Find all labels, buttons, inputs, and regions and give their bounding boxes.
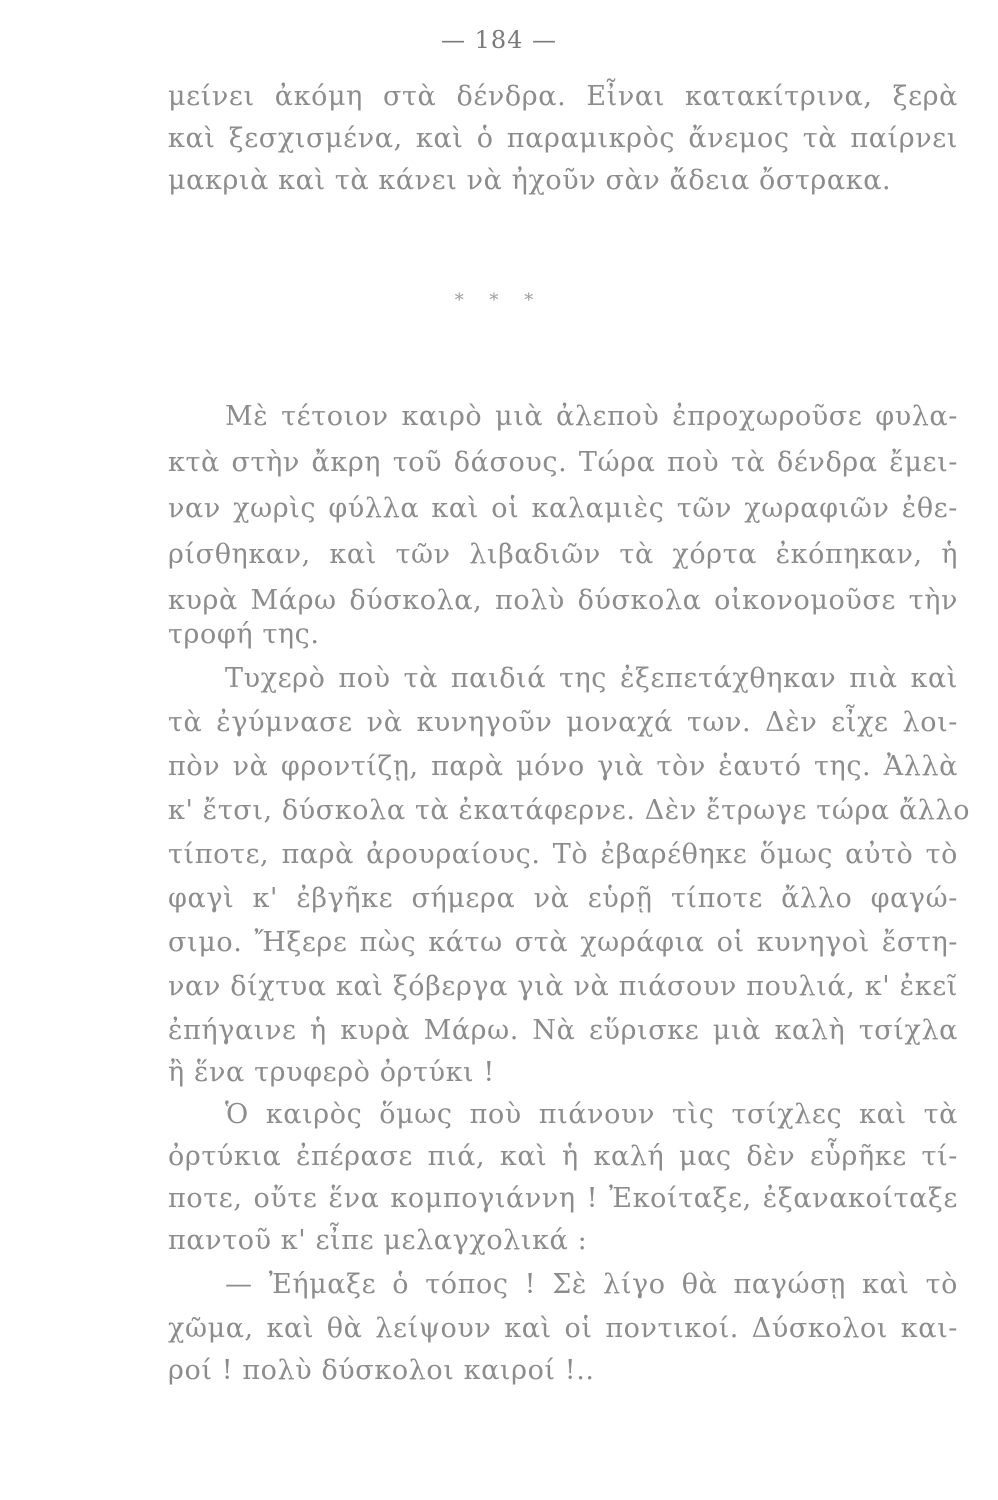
text-line: μείνει ἀκόμη στὰ δένδρα. Εἶναι κατακίτρινα, ξερὰ: [168, 81, 958, 112]
text-line: Μὲ τέτοιον καιρὸ μιὰ ἀλεποὺ ἐπροχωροῦσε φυλα-: [225, 401, 958, 432]
text-line: ναν δίχτυα καὶ ξόβεργα γιὰ νὰ πιάσουν πουλιά, κ' ἐκεῖ: [168, 971, 958, 1002]
text-line: καὶ ξεσχισμένα, καὶ ὁ παραμικρὸς ἄνεμος τὰ παίρνει: [168, 123, 958, 154]
section-separator: * * *: [454, 290, 544, 311]
text-line: ποτε, οὔτε ἕνα κομπογιάννη ! Ἐκοίταξε, ἐξανακοίταξε: [168, 1183, 958, 1214]
text-line: ναν χωρὶς φύλλα καὶ οἱ καλαμιὲς τῶν χωραφιῶν ἐθε-: [168, 493, 958, 524]
text-line: πὸν νὰ φροντίζῃ, παρὰ μόνο γιὰ τὸν ἑαυτό της. Ἀλλὰ: [168, 751, 958, 782]
text-line: σιμο. Ἤξερε πὼς κάτω στὰ χωράφια οἱ κυνηγοὶ ἔστη-: [168, 927, 958, 958]
text-line: τὰ ἐγύμνασε νὰ κυνηγοῦν μοναχά των. Δὲν εἶχε λοι-: [168, 707, 958, 738]
text-line: ἐπήγαινε ἡ κυρὰ Μάρω. Νὰ εὕρισκε μιὰ καλὴ τσίχλα: [168, 1015, 958, 1046]
text-line: χῶμα, καὶ θὰ λείψουν καὶ οἱ ποντικοί. Δύσκολοι και-: [168, 1313, 958, 1344]
text-line: τίποτε, παρὰ ἀρουραίους. Τὸ ἐβαρέθηκε ὅμως αὐτὸ τὸ: [168, 839, 958, 870]
text-line: φαγὶ κ' ἐβγῆκε σήμερα νὰ εὑρῇ τίποτε ἄλλο φαγώ-: [168, 883, 958, 914]
text-line: κ' ἔτσι, δύσκολα τὰ ἐκατάφερνε. Δὲν ἔτρωγε τώρα ἄλλο: [168, 795, 971, 826]
text-line: ρίσθηκαν, καὶ τῶν λιβαδιῶν τὰ χόρτα ἐκόπηκαν, ἡ: [168, 539, 958, 570]
text-line: μακριὰ καὶ τὰ κάνει νὰ ἠχοῦν σὰν ἄδεια ὄστρακα.: [168, 165, 892, 196]
text-line: Ὁ καιρὸς ὅμως ποὺ πιάνουν τὶς τσίχλες καὶ τὰ: [225, 1099, 958, 1130]
text-line: ἢ ἕνα τρυφερὸ ὀρτύκι !: [168, 1057, 495, 1088]
page-number: — 184 —: [440, 26, 558, 54]
text-line: παντοῦ κ' εἶπε μελαγχολικά :: [168, 1225, 588, 1256]
text-line: ὀρτύκια ἐπέρασε πιά, καὶ ἡ καλή μας δὲν εὗρῆκε τί-: [168, 1141, 958, 1172]
text-line: ροί ! πολὺ δύσκολοι καιροί !..: [168, 1355, 595, 1386]
text-line: — Ἐήμαξε ὁ τόπος ! Σὲ λίγο θὰ παγώσῃ καὶ τὸ: [225, 1269, 958, 1300]
text-line: Τυχερὸ ποὺ τὰ παιδιά της ἐξεπετάχθηκαν πιὰ καὶ: [225, 663, 958, 694]
text-line: τροφή της.: [168, 619, 320, 650]
text-line: κυρὰ Μάρω δύσκολα, πολὺ δύσκολα οἰκονομοῦσε τὴν: [168, 585, 958, 616]
text-line: κτὰ στὴν ἄκρη τοῦ δάσους. Τώρα ποὺ τὰ δένδρα ἔμει-: [168, 447, 958, 478]
